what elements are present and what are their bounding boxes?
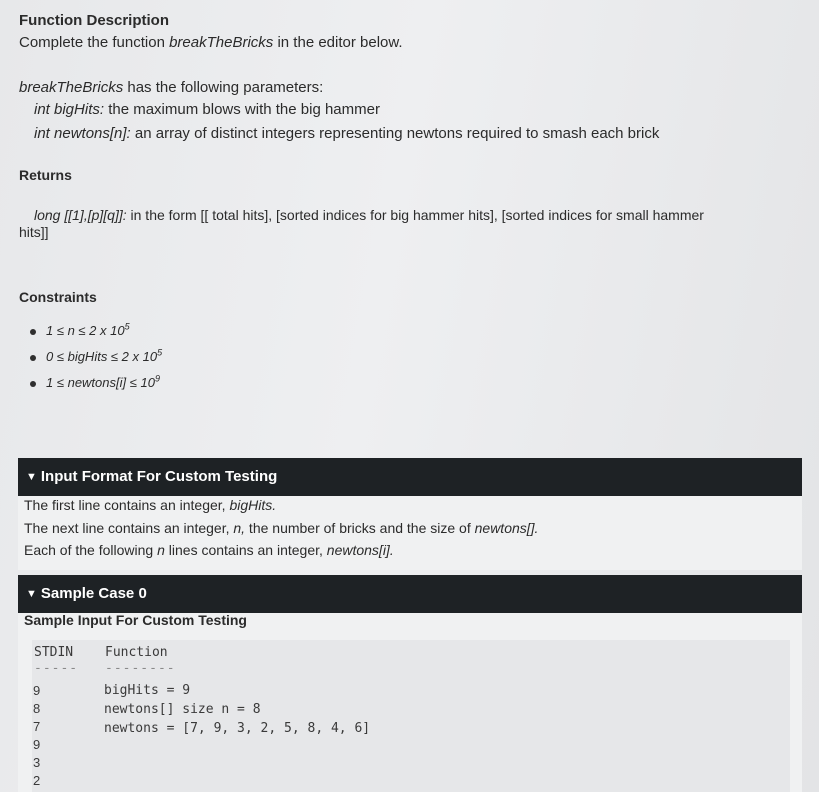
description-suffix: in the editor below. <box>273 34 403 51</box>
function-line: newtons[] size n = 8 <box>104 702 261 717</box>
input-format-line-1 <box>24 497 276 513</box>
sample-input-heading: Sample Input For Custom Testing <box>24 612 247 628</box>
constraint-bighits-base: 0 ≤ bigHits ≤ 2 x 10 <box>46 349 158 364</box>
stdin-value: 2 <box>33 773 41 788</box>
bullet-dot-icon <box>30 381 36 387</box>
returns-line-2: hits]] <box>19 224 49 240</box>
constraint-n <box>30 323 130 338</box>
sample-case-toggle[interactable] <box>18 575 802 613</box>
stdin-dash-divider: ----- <box>34 661 79 676</box>
constraint-newtons-exp: 9 <box>154 373 160 384</box>
input-format-toggle[interactable] <box>18 458 802 496</box>
sample-case-title: Sample Case 0 <box>40 585 147 602</box>
parameters-intro <box>19 79 323 96</box>
parameter-newtons <box>34 125 659 142</box>
bullet-dot-icon <box>30 355 36 361</box>
parameters-func-name: breakTheBricks <box>19 79 124 96</box>
returns-line-1 <box>34 207 704 223</box>
returns-type: long [[1],[p][q]]: <box>34 207 127 223</box>
bullet-dot-icon <box>30 329 36 335</box>
input-format-l2c: the number of bricks and the size of <box>245 520 475 536</box>
function-description-line <box>19 34 403 51</box>
input-format-l3b: n <box>157 542 165 558</box>
description-prefix: Complete the function <box>19 34 170 51</box>
parameters-intro-suffix: has the following parameters: <box>123 79 324 96</box>
function-column-header: Function <box>105 645 168 660</box>
returns-desc-1: in the form [[ total hits], [sorted indices for big hammer hits], [sorted indices for small hammer <box>126 207 704 223</box>
input-format-l2d: newtons[]. <box>474 520 539 536</box>
function-line: bigHits = 9 <box>104 683 191 698</box>
input-format-l2b: n, <box>233 520 246 536</box>
function-line: newtons = [7, 9, 3, 2, 5, 8, 4, 6] <box>104 721 371 736</box>
constraint-n-exp: 5 <box>124 321 130 332</box>
parameter-newtons-name: int newtons[n]: <box>34 125 131 142</box>
parameter-bighits-desc: the maximum blows with the big hammer <box>104 101 380 118</box>
stdin-value: 9 <box>33 683 41 698</box>
stdin-value: 7 <box>33 719 41 734</box>
constraint-n-base: 1 ≤ n ≤ 2 x 10 <box>46 323 125 338</box>
returns-heading: Returns <box>19 167 72 183</box>
input-format-l3d: newtons[i]. <box>326 542 394 558</box>
stdin-value: 3 <box>33 755 41 770</box>
input-format-line-2 <box>24 520 538 536</box>
constraint-bighits <box>30 349 162 364</box>
function-dash-divider: -------- <box>105 661 176 676</box>
input-format-l1b: bigHits. <box>229 497 277 513</box>
stdin-value: 9 <box>33 737 41 752</box>
input-format-title: Input Format For Custom Testing <box>40 468 278 485</box>
parameter-bighits <box>34 101 380 118</box>
parameter-newtons-desc: an array of distinct integers representing newtons required to smash each brick <box>130 125 660 142</box>
input-format-l2a: The next line contains an integer, <box>24 520 234 536</box>
function-description-heading: Function Description <box>19 12 169 29</box>
constraint-bighits-exp: 5 <box>157 347 163 358</box>
constraint-newtons <box>30 375 160 390</box>
input-format-l3a: Each of the following <box>24 542 158 558</box>
triangle-down-icon: ▼ <box>26 471 37 483</box>
input-format-l1a: The first line contains an integer, <box>24 497 230 513</box>
input-format-l3c: lines contains an integer, <box>164 542 327 558</box>
stdin-value: 8 <box>33 701 41 716</box>
constraints-heading: Constraints <box>19 289 97 305</box>
stdin-column-header: STDIN <box>34 645 74 660</box>
description-func-name: breakTheBricks <box>169 34 274 51</box>
parameter-bighits-name: int bigHits: <box>34 101 105 118</box>
triangle-down-icon: ▼ <box>26 588 37 600</box>
constraint-newtons-base: 1 ≤ newtons[i] ≤ 10 <box>46 375 155 390</box>
input-format-line-3 <box>24 542 394 558</box>
